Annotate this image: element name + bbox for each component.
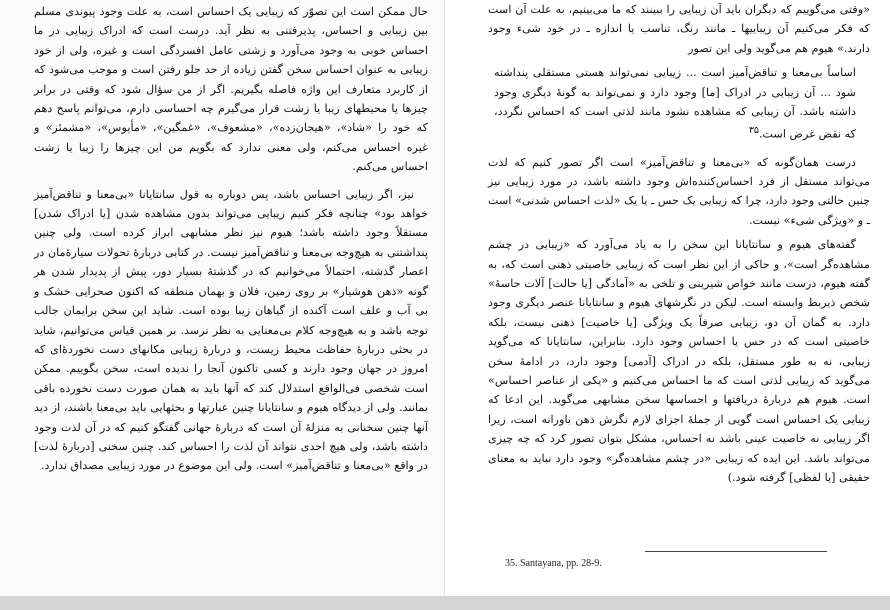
- footnote: 35. Santayana, pp. 28-9.: [505, 558, 602, 569]
- left-page-text: [34, 2, 428, 476]
- footnote-marker: ۳۵: [748, 125, 759, 137]
- left-paragraph-1: حال ممکن است این تصوّر که زیبایی یک احساس است، به علت وجود پیوندی مسلم بین زیبایی و احساس، پذیرفتنی به نظر آید. درست است که ادراک زیبایی در ما احساس خوبی به وجود می‌آورد و زشتی عامل افسردگی است و غیره، ولی از خود زیبایی به عنوان احساس سخن گفتن زیاده از حد جلو رفتن است و موجب می‌شود که از کاربرد متعارف این واژه فاصله بگیریم. اگر از من سؤال شود که وقتی در برابر چیزها یا محیطهای زیبا یا زشت قرار می‌گیرم چه احساسی دارم، می‌توانم پاسخ دهم که خود را «شاد»، «هیجان‌زده»، «مشعوف»، «غمگین»، «مأیوس»، «مشمئز» و غیره احساس می‌کنم، ولی معنی ندارد که بگویم من این چیزها را زیبا یا زشت احساس می‌کنم.: [34, 5, 428, 174]
- left-page: [0, 0, 445, 596]
- footnote-divider: [645, 551, 827, 552]
- left-paragraph-2: نیز، اگر زیبایی احساس باشد، پس دوباره به قول سانتایانا «بی‌معنا و تناقض‌آمیز خواهد بود» چنانچه فکر کنیم زیبایی می‌تواند بدون مشاهده شدن [یا ادراک شدن] مستقلاً وجود داشته باشد؛ هیوم نیز نظر مشابهی ابراز کرده است. ولی چنین پنداشتنی به هیچ‌وجه بی‌معنا و تناقض‌آمیز نیست. در کتابی دربارهٔ تحولات سیارهٔ‌مان در اعصار گذشته، احتمالاً می‌خوانیم که در گذشتهٔ بسیار دور، پیش از پدیدار شدن هر گونه «ذهن هوشیار» بر روی زمین، فلان و بهمان منطقه که اکنون صحرایی خشک و بی آب و علف است آکنده از گیاهان زیبا بوده است. شاید این سخن برایمان جالب توجه باشد و به هیچ‌وجه کلام بی‌معنایی به نظر نرسد. بر همین قیاس می‌توانیم، شاید در بحثی دربارهٔ حفاظت محیط زیست، و دربارهٔ زیبایی مکانهای دست نخوردهٔ‌ای که امروز در جهان وجود دارند و کسی تاکنون آنجا را ندیده است، سخن بگوییم. ممکن است شخصی فی‌الواقع استدلال کند که آنها باید به همان صورت دست نخورده باقی بمانند. ولی از دیدگاه هیوم و سانتایانا چنین عبارتها و بحثهایی باید بی‌معنا باشند، از دید آنها چنین سخنانی به منزلهٔ آن است که دربارهٔ جهانی گفتگو کنیم که در آن لذت وجود داشته باشد، ولی هیچ احدی نتواند آن لذت را احساس کند. چنین سخنی [دربارهٔ لذت] در واقع «بی‌معنا و تناقض‌آمیز» است. ولی این موضوع در مورد زیبایی مصداق ندارد.: [34, 187, 428, 473]
- right-page-text: [488, 0, 870, 487]
- right-paragraph-1: درست همان‌گونه که «بی‌معنا و تناقض‌آمیز» است اگر تصور کنیم که لذت می‌تواند مستقل از فرد احساس‌کننده‌اش وجود داشته باشد، در مورد زیبایی نیز چنین حالتی وجود دارد، چرا که زیبایی یک حس ـ یا یک «لذت احساس شدنی» است ـ و «ویژگی شیء» نیست.: [488, 155, 870, 227]
- right-page: [445, 0, 890, 596]
- right-paragraph-2: گفته‌های هیوم و سانتایانا این سخن را به یاد می‌آورد که «زیبایی در چشم مشاهده‌گر است»، و حاکی از این نظر است که زیبایی خاصیتی ذهنی است که، به گفته هیوم، درست مانند خواص شیرینی و تلخی به «آمادگی [یا حالت] آلات حاسهٔ» شخص ذیربط وابسته است. لیکن در نگرشهای هیوم و سانتایانا عنصر دیگری وجود دارد. به گمان آن دو، زیبایی صرفاً یک ویژگی [یا خاصیت] ذهنی نیست، بلکه خاصیتی است که در حس یا احساس وجود دارد. بنابراین، سانتایانا که می‌گوید زیبایی، نه به طور مستقل، بلکه در ادراک [آدمی] وجود دارد، در ادامهٔ سخن می‌گوید که زیبایی لذتی است که ما احساس می‌کنیم و «یکی از عناصر احساس» است. هیوم هم دربارهٔ دریافتها و احساسها سخن مشابهی می‌گوید. این ادعا که زیبایی یک احساس است گویی از جملهٔ اجزای لازم نگرش ذهن باورانه است، زیرا اگر زیبایی نه خاصیت عینی باشد نه احساس، مشکل بتوان تصور کرد که چه چیزی می‌تواند باشد. این ایده که زیبایی «در چشم مشاهده‌گر» وجود دارد نباید به معنای حقیقی [یا لفظی] گرفته شود.): [488, 238, 870, 485]
- right-quote-2-text: اساساً بی‌معنا و تناقض‌آمیز است ... زیبایی نمی‌تواند هستی مستقلی پنداشته شود ... آن زیبایی در ادراک [ما] وجود دارد و نمی‌تواند به گونهٔ دیگری وجود داشته باشد. آن زیبایی که مشاهده نشود مانند لذتی است که احساس نگردد، که نقض غرض است.: [494, 66, 856, 142]
- right-quote-1: «وقتی می‌گوییم که دیگران باید آن زیبایی را ببینند که ما می‌بینیم، به علت آن است که فکر می‌کنیم آن زیباییها ـ مانند رنگ، تناسب یا اندازه ـ در خود شیء وجود دارند.» هیوم هم می‌گوید ولی این تصور: [488, 3, 870, 55]
- bottom-scan-edge: [0, 596, 890, 610]
- right-quote-2: [488, 63, 870, 144]
